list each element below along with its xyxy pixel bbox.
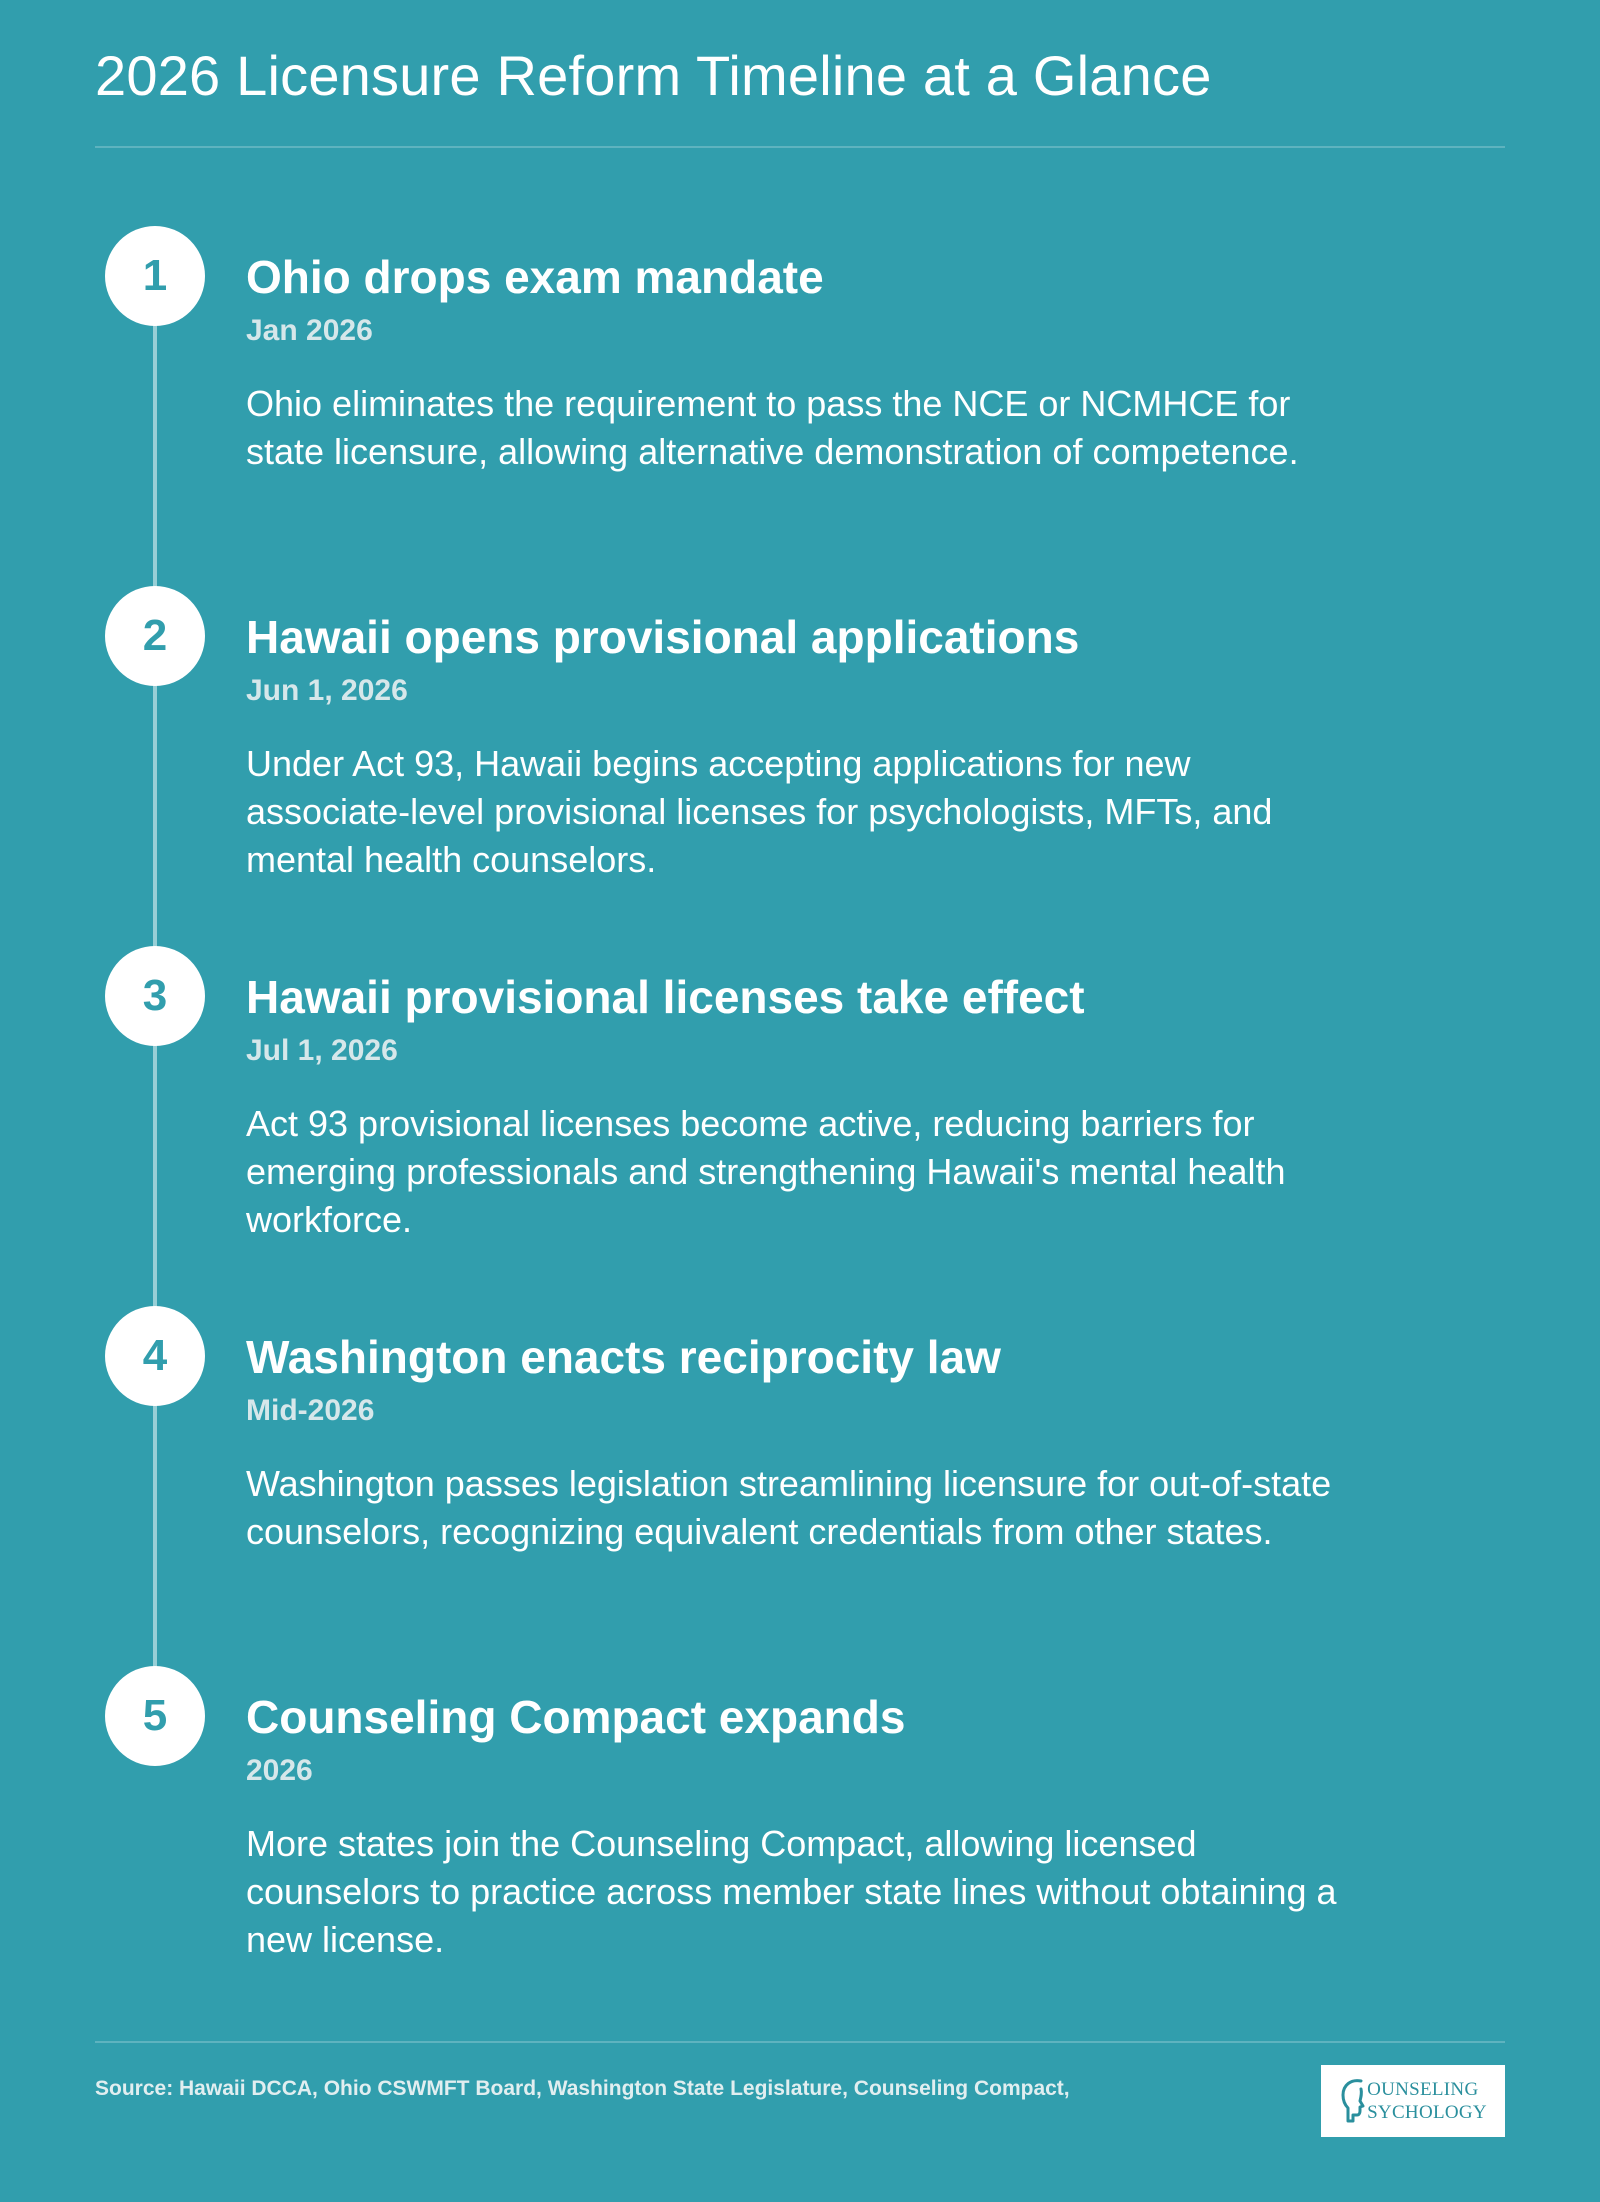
step-number-circle: 4 bbox=[105, 1306, 205, 1406]
event-date: Jun 1, 2026 bbox=[246, 674, 408, 707]
logo-wordmark bbox=[1367, 2080, 1487, 2122]
header-divider bbox=[95, 146, 1505, 148]
event-description: Washington passes legislation streamlining licensure for out-of-state counselors, recognizing equivalent credentials from other states. bbox=[246, 1463, 1332, 1552]
event-description: More states join the Counseling Compact, allowing licensed counselors to practice across member state lines without obtaining a new license. bbox=[246, 1823, 1337, 1960]
logo-line-2: SYCHOLOGY bbox=[1367, 2102, 1487, 2123]
event-description: Ohio eliminates the requirement to pass the NCE or NCMHCE for state licensure, allowing alternative demonstration of competence. bbox=[246, 383, 1299, 472]
event-description: Under Act 93, Hawaii begins accepting applications for new associate-level provisional licenses for psychologists, MFTs, and mental health counselors. bbox=[246, 743, 1273, 880]
step-number-circle: 5 bbox=[105, 1666, 205, 1766]
logo-line-1: OUNSELING bbox=[1367, 2079, 1479, 2100]
counseling-psychology-logo bbox=[1321, 2065, 1505, 2137]
event-date: Mid-2026 bbox=[246, 1394, 375, 1427]
event-date: Jan 2026 bbox=[246, 314, 373, 347]
event-title: Counseling Compact expands bbox=[246, 1691, 906, 1743]
event-title: Washington enacts reciprocity law bbox=[246, 1331, 1001, 1383]
event-title: Hawaii provisional licenses take effect bbox=[246, 971, 1085, 1023]
event-date: 2026 bbox=[246, 1754, 313, 1787]
page-title: 2026 Licensure Reform Timeline at a Glance bbox=[95, 44, 1212, 107]
source-citation: Source: Hawaii DCCA, Ohio CSWMFT Board, Washington State Legislature, Counseling Compact, bbox=[95, 2077, 1070, 2100]
event-description: Act 93 provisional licenses become active, reducing barriers for emerging professionals and strengthening Hawaii's mental health workforce. bbox=[246, 1103, 1286, 1240]
head-profile-icon bbox=[1339, 2075, 1365, 2127]
event-title: Hawaii opens provisional applications bbox=[246, 611, 1080, 663]
step-number-circle: 1 bbox=[105, 226, 205, 326]
step-number-circle: 2 bbox=[105, 586, 205, 686]
footer-divider bbox=[95, 2041, 1505, 2043]
event-title: Ohio drops exam mandate bbox=[246, 251, 824, 303]
step-number-circle: 3 bbox=[105, 946, 205, 1046]
event-date: Jul 1, 2026 bbox=[246, 1034, 398, 1067]
